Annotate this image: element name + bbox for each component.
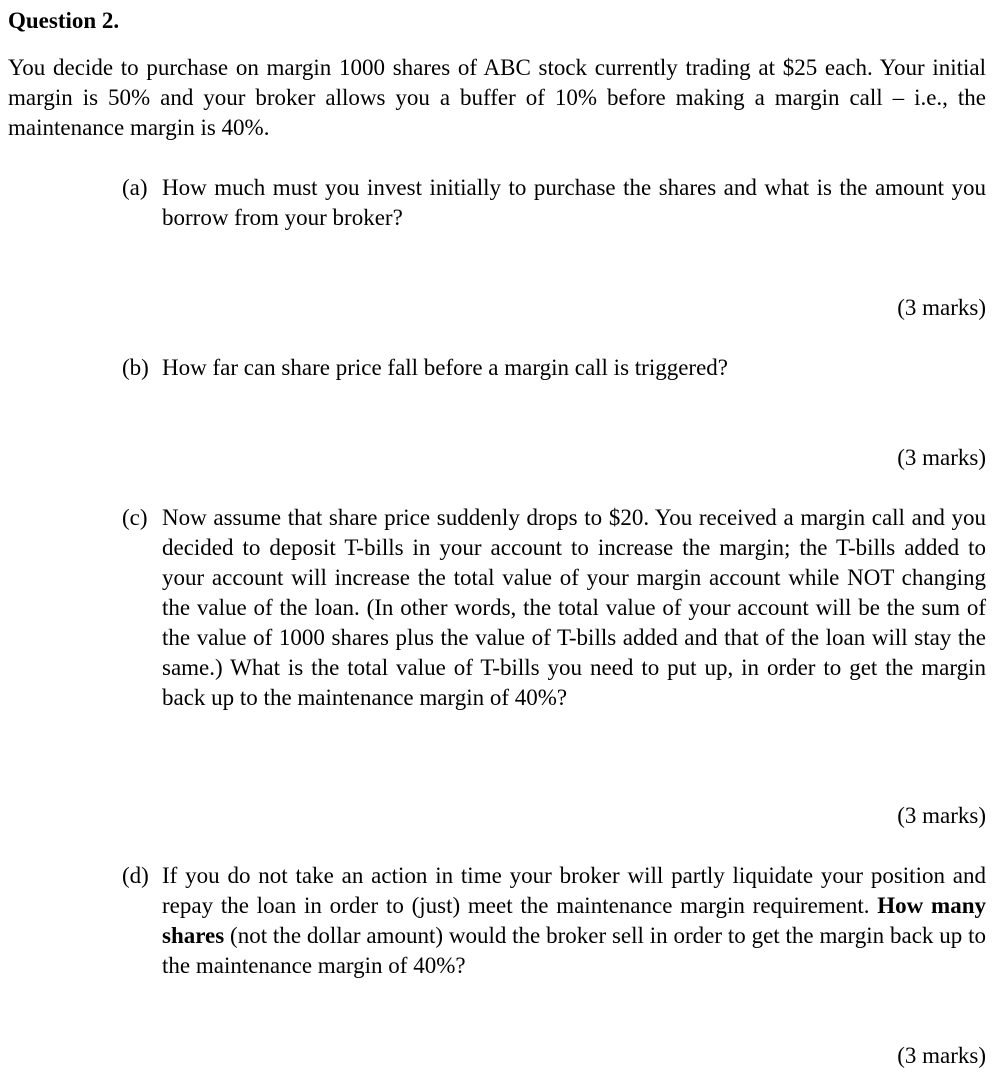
part-c-marks: (3 marks) [897,803,986,828]
part-b-label: (b) [122,355,149,380]
part-c-label: (c) [122,505,148,530]
part-a-text: How much must you invest initially to purchase the shares and what is the amount you borrow from your broker? [162,175,986,230]
part-b-text: How far can share price fall before a margin call is triggered? [162,355,728,380]
part-a-label: (a) [122,175,148,200]
part-d-text-bold: How many shares [162,893,986,948]
part-c [122,503,986,713]
part-b-marks: (3 marks) [897,445,986,470]
part-d-text-before: If you do not take an action in time your broker will partly liquidate your position and repay the loan in order to (just) meet the maintenance margin requirement. [162,863,986,918]
part-d-text-after: (not the dollar amount) would the broker sell in order to get the margin back up to the maintenance margin of 40%? [162,923,986,978]
question-intro: You decide to purchase on margin 1000 shares of ABC stock currently trading at $25 each. Your initial margin is 50% and your broker allows you a buffer of 10% before making a margin call – i.e., the maintenance margin is 40%. [8,55,986,140]
question-title: Question 2. [8,8,120,33]
part-b [122,353,986,383]
part-a [122,173,986,233]
part-c-text: Now assume that share price suddenly drops to $20. You received a margin call and you decided to deposit T-bills in your account to increase the margin; the T-bills added to your account will increase the total value of your margin account while NOT changing the value of the loan. (In other words, the total value of your account will be the sum of the value of 1000 shares plus the value of T-bills added and that of the loan will stay the same.) What is the total value of T-bills you need to put up, in order to get the margin back up to the maintenance margin of 40%? [162,505,986,710]
part-d-marks: (3 marks) [897,1043,986,1068]
part-a-marks: (3 marks) [897,295,986,320]
part-d-text [162,861,986,981]
part-d [122,861,986,981]
part-d-label: (d) [122,863,149,888]
